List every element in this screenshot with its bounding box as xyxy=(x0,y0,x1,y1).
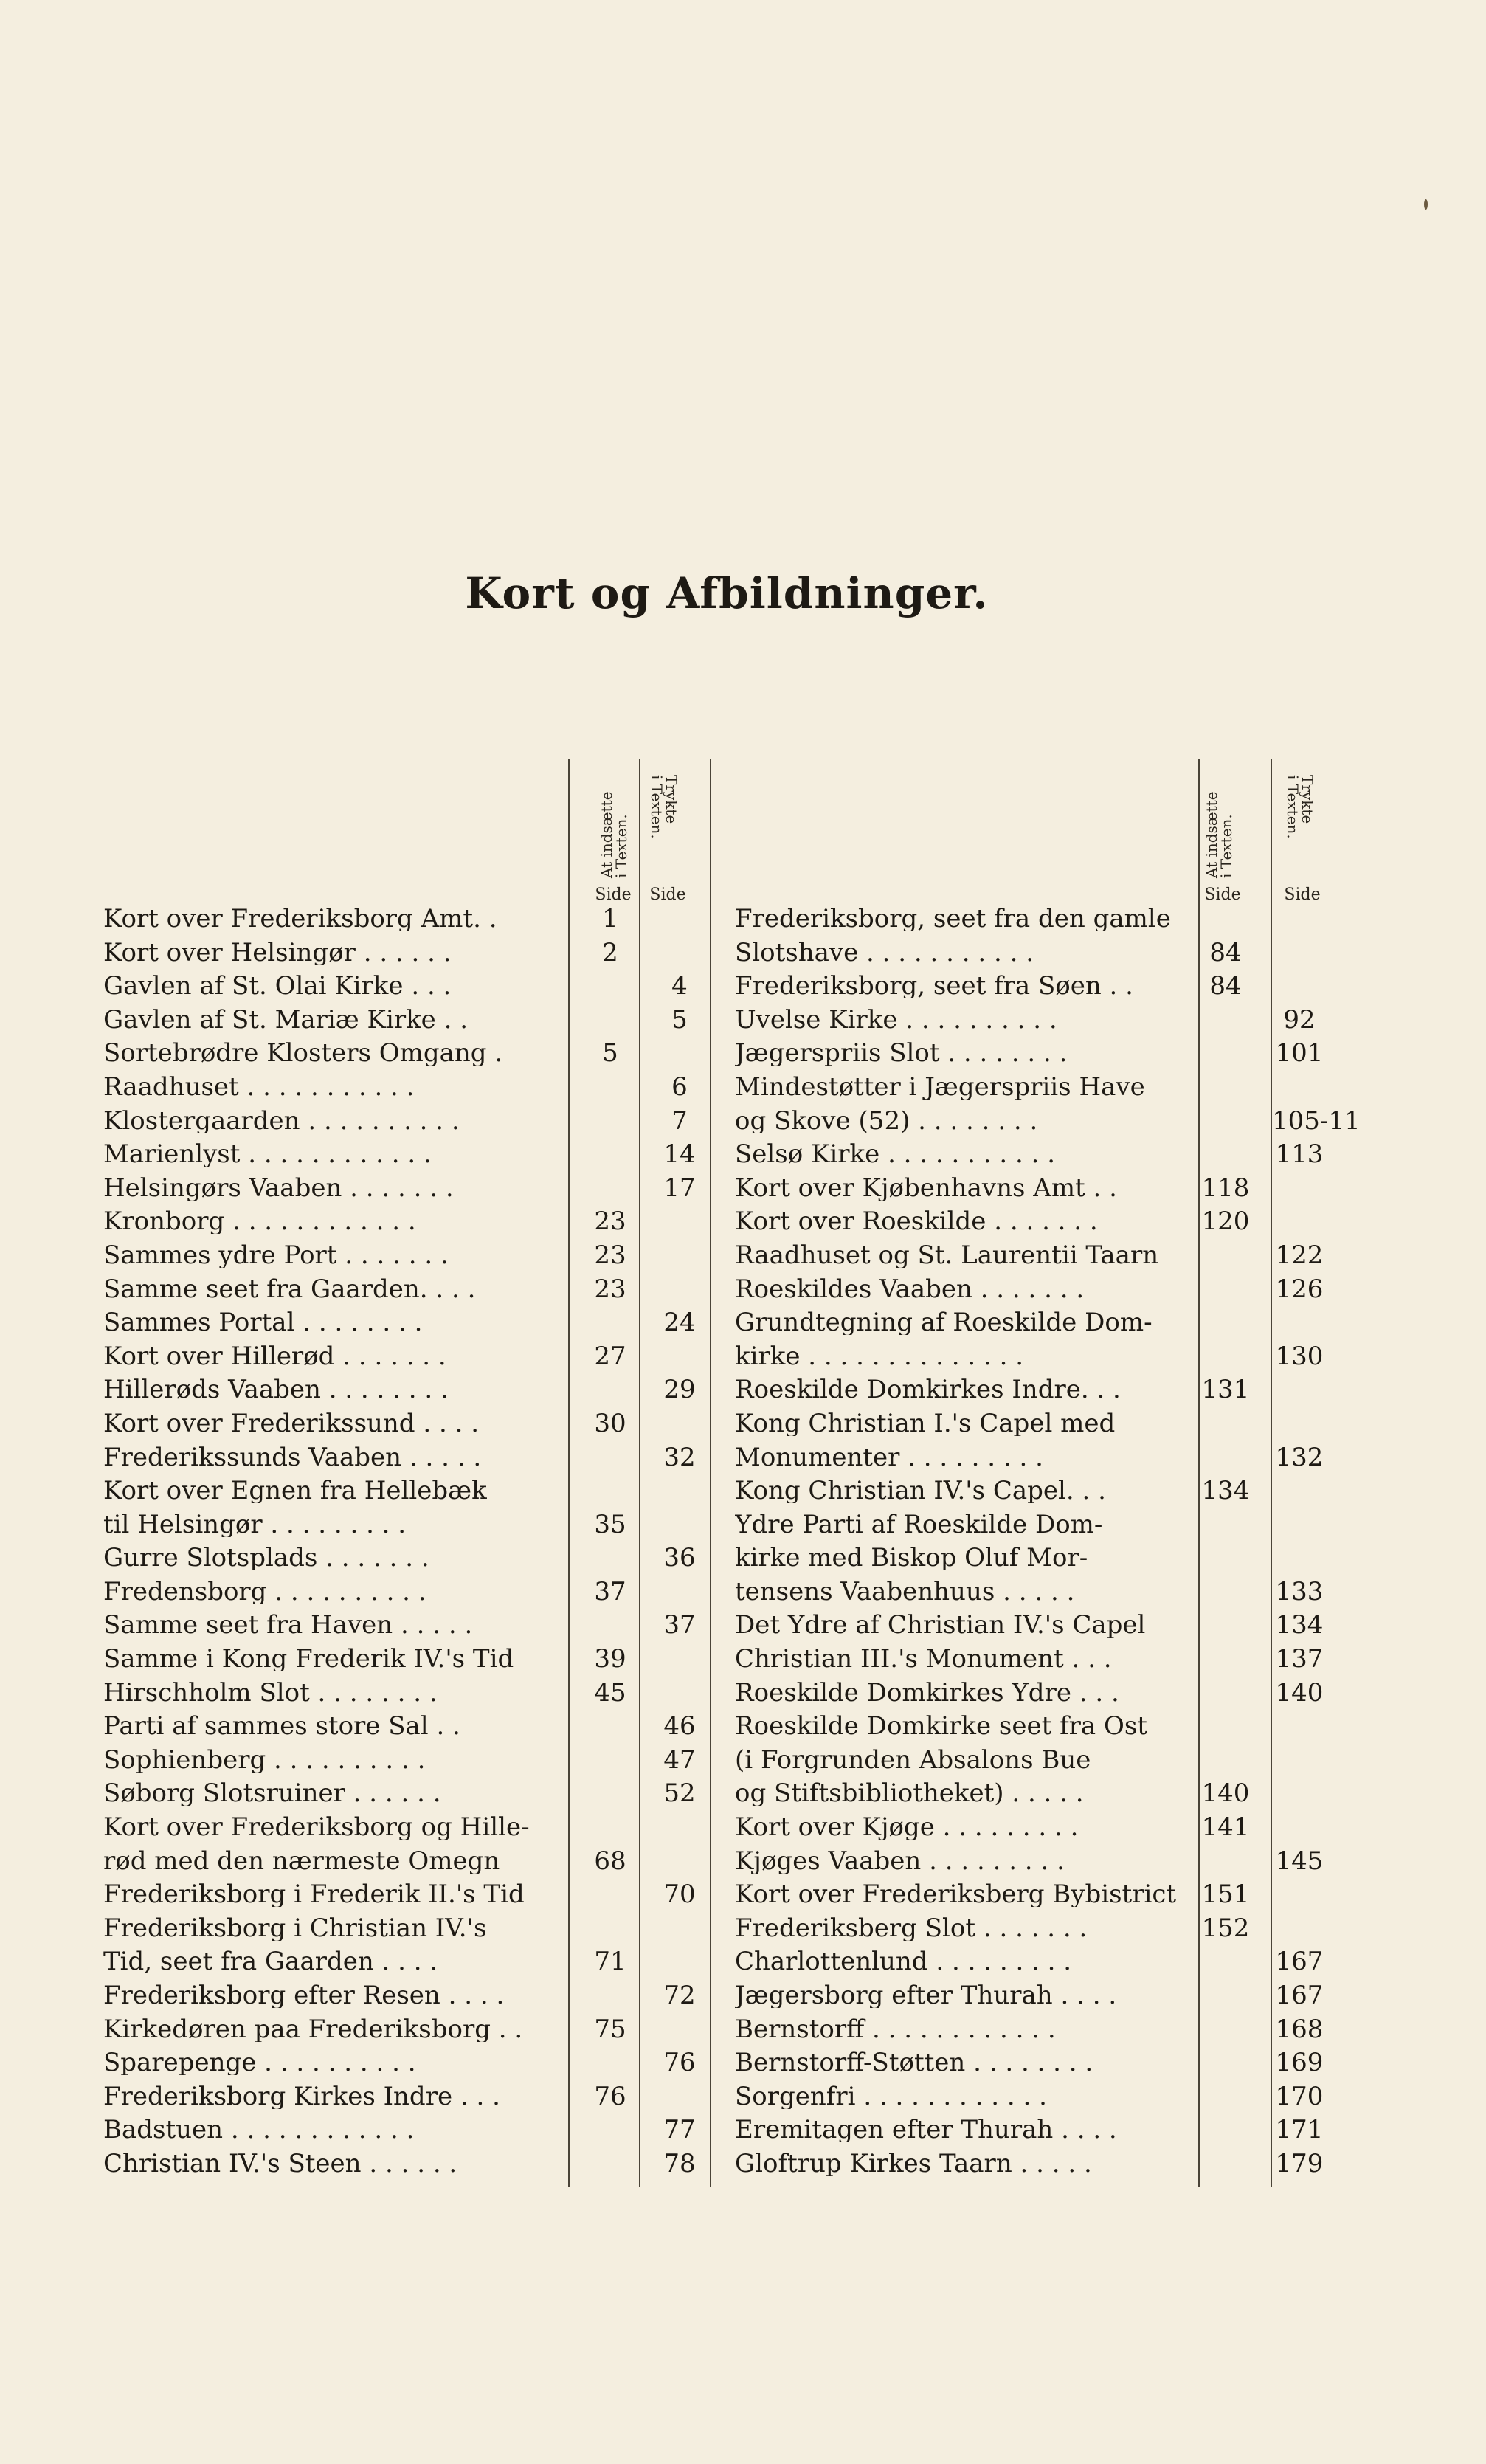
list-item xyxy=(103,1747,710,1781)
page-printed: 134 xyxy=(1275,1610,1324,1640)
entry-title: Gavlen af St. Olai Kirke . . . xyxy=(103,973,452,999)
list-item xyxy=(103,1408,710,1445)
entry-title: Klostergaarden . . . . . . . . . . xyxy=(103,1108,460,1133)
list-item xyxy=(103,1846,710,1882)
list-item xyxy=(735,1882,1377,1916)
page-printed: 133 xyxy=(1275,1576,1324,1607)
list-item xyxy=(103,1341,710,1378)
entry-title: Gurre Slotsplads . . . . . . . xyxy=(103,1545,429,1571)
list-item xyxy=(735,1274,1377,1311)
entry-title: Kort over Frederiksberg Bybistrict xyxy=(735,1882,1177,1908)
page-printed: 130 xyxy=(1275,1341,1324,1371)
entry-title: Kort over Frederiksborg og Hille- xyxy=(103,1815,530,1840)
list-item xyxy=(103,1038,710,1074)
list-item xyxy=(735,973,1377,1007)
list-item xyxy=(735,1512,1377,1546)
right-header-side1: Side xyxy=(1204,886,1241,904)
list-item xyxy=(735,937,1377,974)
list-item xyxy=(103,1545,710,1579)
page-printed: 29 xyxy=(663,1375,696,1405)
page-printed: 170 xyxy=(1275,2081,1324,2111)
page-printed: 122 xyxy=(1275,1240,1324,1270)
page-printed: 47 xyxy=(663,1745,696,1775)
page-printed: 7 xyxy=(671,1105,688,1136)
entry-title: Raadhuset og St. Laurentii Taarn xyxy=(735,1242,1159,1268)
list-item xyxy=(735,906,1377,940)
list-item xyxy=(103,2050,710,2084)
page-printed: 77 xyxy=(663,2115,696,2145)
page-to-insert: 45 xyxy=(594,1677,626,1708)
page-printed: 105-11 xyxy=(1272,1105,1361,1136)
entry-title: Roeskilde Domkirke seet fra Ost xyxy=(735,1714,1147,1739)
list-item xyxy=(103,1274,710,1311)
list-item xyxy=(103,1004,710,1041)
right-header-side2: Side xyxy=(1284,886,1321,904)
page-to-insert: 27 xyxy=(594,1341,626,1371)
entry-title: Jægersborg efter Thurah . . . . xyxy=(735,1983,1117,2008)
page-to-insert: 118 xyxy=(1201,1173,1250,1203)
page-to-insert: 151 xyxy=(1201,1880,1250,1910)
page-to-insert: 2 xyxy=(602,937,618,967)
entry-title: Frederiksborg efter Resen . . . . xyxy=(103,1983,505,2008)
list-item xyxy=(735,1646,1377,1680)
list-item xyxy=(103,2081,710,2118)
entry-title: Kort over Kjøbenhavns Amt . . xyxy=(735,1175,1117,1201)
list-item xyxy=(103,1377,710,1411)
entry-title: Kong Christian I.'s Capel med xyxy=(735,1410,1116,1436)
entry-title: Kort over Hillerød . . . . . . . xyxy=(103,1343,446,1369)
list-item xyxy=(735,1411,1377,1445)
list-item xyxy=(735,1714,1377,1747)
entry-title: Sammes Portal . . . . . . . . xyxy=(103,1310,423,1336)
entry-title: Kronborg . . . . . . . . . . . . xyxy=(103,1209,416,1235)
entry-title: Slotshave . . . . . . . . . . . xyxy=(735,939,1034,965)
list-item xyxy=(735,1545,1377,1579)
list-item xyxy=(103,1677,710,1714)
entry-title: Roeskilde Domkirkes Ydre . . . xyxy=(735,1680,1119,1705)
list-item xyxy=(735,2014,1377,2051)
page-to-insert: 84 xyxy=(1209,971,1242,1001)
page-printed: 92 xyxy=(1283,1004,1316,1035)
page-printed: 72 xyxy=(663,1981,696,2010)
list-item xyxy=(103,1612,710,1646)
page-printed: 6 xyxy=(671,1071,688,1102)
list-item xyxy=(103,1916,710,1950)
page-printed: 168 xyxy=(1275,2014,1324,2044)
list-item xyxy=(103,906,710,940)
page-to-insert: 75 xyxy=(594,2014,626,2044)
entry-title: Samme i Kong Frederik IV.'s Tid xyxy=(103,1646,514,1672)
list-item xyxy=(735,1949,1377,1983)
page-printed: 101 xyxy=(1275,1038,1324,1069)
right-header-col2: Trykte i Texten. xyxy=(1284,775,1316,839)
page-to-insert: 140 xyxy=(1201,1778,1250,1809)
entry-title: tensens Vaabenhuus . . . . . xyxy=(735,1578,1075,1604)
list-item xyxy=(735,1983,1377,2017)
list-item xyxy=(735,2081,1377,2118)
left-header-col2: Trykte i Texten. xyxy=(648,775,680,839)
list-item xyxy=(103,1576,710,1613)
list-item xyxy=(103,1711,710,1747)
page-printed: 70 xyxy=(663,1880,696,1910)
entry-title: Samme seet fra Haven . . . . . xyxy=(103,1612,473,1638)
list-item xyxy=(735,1139,1377,1176)
page-to-insert: 5 xyxy=(602,1038,618,1069)
entry-title: Marienlyst . . . . . . . . . . . . xyxy=(103,1142,432,1167)
rule-left-3 xyxy=(710,759,711,2187)
list-item xyxy=(735,1846,1377,1882)
entry-title: Parti af sammes store Sal . . xyxy=(103,1714,460,1739)
entry-title: Frederiksborg, seet fra Søen . . xyxy=(735,973,1133,999)
page-to-insert: 131 xyxy=(1201,1375,1250,1405)
list-item xyxy=(735,1240,1377,1277)
list-item xyxy=(103,1105,710,1142)
list-item xyxy=(103,1310,710,1344)
page-to-insert: 35 xyxy=(594,1509,626,1539)
list-item xyxy=(735,1778,1377,1815)
page-to-insert: 134 xyxy=(1201,1476,1250,1506)
entry-title: Frederikssunds Vaaben . . . . . xyxy=(103,1444,482,1470)
entry-title: Kirkedøren paa Frederiksborg . . xyxy=(103,2016,523,2042)
entry-title: kirke med Biskop Oluf Mor- xyxy=(735,1545,1088,1571)
entry-title: Frederiksberg Slot . . . . . . . xyxy=(735,1915,1088,1941)
list-item xyxy=(735,1747,1377,1781)
page-printed: 145 xyxy=(1275,1846,1324,1876)
entry-title: Uvelse Kirke . . . . . . . . . . xyxy=(735,1007,1057,1032)
list-item xyxy=(735,1004,1377,1041)
page-printed: 113 xyxy=(1275,1139,1324,1170)
entry-title: Sophienberg . . . . . . . . . . xyxy=(103,1747,426,1773)
entry-title: Raadhuset . . . . . . . . . . . xyxy=(103,1074,415,1100)
entry-title: Roeskildes Vaaben . . . . . . . xyxy=(735,1276,1085,1302)
left-list xyxy=(103,906,710,2185)
entry-title: Mindestøtter i Jægerspriis Have xyxy=(735,1074,1145,1100)
list-item xyxy=(103,1983,710,2017)
page-printed: 132 xyxy=(1275,1442,1324,1472)
list-item xyxy=(735,2050,1377,2084)
right-header-col1: At indsætte i Texten. xyxy=(1203,791,1235,878)
entry-title: Frederiksborg i Christian IV.'s xyxy=(103,1915,487,1941)
entry-title: Hirschholm Slot . . . . . . . . xyxy=(103,1680,438,1705)
entry-title: Sammes ydre Port . . . . . . . xyxy=(103,1242,449,1268)
list-item xyxy=(735,1341,1377,1378)
left-header-side2: Side xyxy=(649,886,686,904)
entry-title: Bernstorff . . . . . . . . . . . . xyxy=(735,2016,1056,2042)
entry-title: Selsø Kirke . . . . . . . . . . . xyxy=(735,1142,1056,1167)
entry-title: Gloftrup Kirkes Taarn . . . . . xyxy=(735,2150,1092,2176)
list-item xyxy=(103,1173,710,1209)
page-printed: 14 xyxy=(663,1139,696,1170)
page-printed: 24 xyxy=(663,1308,696,1338)
entry-title: Jægerspriis Slot . . . . . . . . xyxy=(735,1041,1068,1066)
entry-title: Tid, seet fra Gaarden . . . . xyxy=(103,1949,438,1975)
entry-title: Gavlen af St. Mariæ Kirke . . xyxy=(103,1007,469,1032)
page-to-insert: 76 xyxy=(594,2081,626,2111)
entry-title: Frederiksborg, seet fra den gamle xyxy=(735,906,1171,931)
page-to-insert: 152 xyxy=(1201,1913,1250,1943)
page-to-insert: 39 xyxy=(594,1644,626,1674)
entry-title: Eremitagen efter Thurah . . . . xyxy=(735,2117,1117,2143)
right-list xyxy=(735,906,1377,2185)
list-item xyxy=(735,1913,1377,1950)
page-to-insert: 37 xyxy=(594,1576,626,1607)
list-item xyxy=(103,2148,710,2185)
list-item xyxy=(103,1882,710,1916)
page-to-insert: 23 xyxy=(594,1207,626,1237)
page-to-insert: 141 xyxy=(1201,1812,1250,1843)
page-printed: 52 xyxy=(663,1778,696,1809)
entry-title: kirke . . . . . . . . . . . . . . xyxy=(735,1343,1024,1369)
list-item xyxy=(103,1509,710,1546)
list-item xyxy=(735,1812,1377,1849)
list-item xyxy=(103,1949,710,1983)
list-item xyxy=(735,1612,1377,1646)
list-item xyxy=(735,1173,1377,1209)
page-printed: 167 xyxy=(1275,1947,1324,1977)
page-printed: 5 xyxy=(671,1004,688,1035)
list-item xyxy=(103,1478,710,1512)
entry-title: Kort over Roeskilde . . . . . . . xyxy=(735,1209,1098,1235)
entry-title: Kort over Frederikssund . . . . xyxy=(103,1410,480,1436)
page-to-insert: 84 xyxy=(1209,937,1242,967)
page-to-insert: 68 xyxy=(594,1846,626,1876)
page-printed: 78 xyxy=(663,2148,696,2178)
list-item xyxy=(103,1778,710,1815)
page-printed: 32 xyxy=(663,1442,696,1472)
entry-title: Kjøges Vaaben . . . . . . . . . xyxy=(735,1848,1065,1874)
list-item xyxy=(103,1139,710,1176)
entry-title: Sortebrødre Klosters Omgang . xyxy=(103,1041,503,1066)
list-item xyxy=(735,1310,1377,1344)
page-printed: 4 xyxy=(671,971,688,1001)
entry-title: Sparepenge . . . . . . . . . . xyxy=(103,2050,416,2076)
entry-title: Kort over Kjøge . . . . . . . . . xyxy=(735,1815,1079,1840)
page-to-insert: 23 xyxy=(594,1274,626,1304)
page-printed: 76 xyxy=(663,2048,696,2078)
entry-title: Frederiksborg i Frederik II.'s Tid xyxy=(103,1882,525,1908)
list-item xyxy=(103,1209,710,1243)
left-header-side1: Side xyxy=(595,886,632,904)
list-item xyxy=(103,1071,710,1108)
entry-title: rød med den nærmeste Omegn xyxy=(103,1848,500,1874)
page-to-insert: 71 xyxy=(594,1947,626,1977)
page-to-insert: 30 xyxy=(594,1408,626,1438)
list-item xyxy=(735,1478,1377,1512)
page-title: Kort og Afbildninger. xyxy=(465,568,989,618)
entry-title: Bernstorff-Støtten . . . . . . . . xyxy=(735,2050,1093,2076)
page-printed: 169 xyxy=(1275,2048,1324,2078)
entry-title: Kort over Helsingør . . . . . . xyxy=(103,939,452,965)
list-item xyxy=(103,1442,710,1479)
list-item xyxy=(103,2117,710,2151)
list-item xyxy=(735,2148,1377,2185)
entry-title: Søborg Slotsruiner . . . . . . xyxy=(103,1781,441,1806)
page-to-insert: 23 xyxy=(594,1240,626,1270)
entry-title: Fredensborg . . . . . . . . . . xyxy=(103,1578,426,1604)
entry-title: Roeskilde Domkirkes Indre. . . xyxy=(735,1377,1121,1403)
list-item xyxy=(735,1074,1377,1108)
entry-title: Kort over Egnen fra Hellebæk xyxy=(103,1478,487,1504)
page-to-insert: 1 xyxy=(602,904,618,934)
page-printed: 126 xyxy=(1275,1274,1324,1304)
page-printed: 140 xyxy=(1275,1677,1324,1708)
entry-title: Ydre Parti af Roeskilde Dom- xyxy=(735,1511,1103,1537)
list-item xyxy=(103,937,710,974)
list-item xyxy=(103,1646,710,1680)
entry-title: Hillerøds Vaaben . . . . . . . . xyxy=(103,1377,449,1403)
page-printed: 137 xyxy=(1275,1644,1324,1674)
paper-speck xyxy=(1424,199,1428,210)
entry-title: Frederiksborg Kirkes Indre . . . xyxy=(103,2083,500,2109)
page-printed: 36 xyxy=(663,1543,696,1573)
list-item xyxy=(103,2014,710,2051)
entry-title: Kong Christian IV.'s Capel. . . xyxy=(735,1478,1106,1504)
entry-title: Helsingørs Vaaben . . . . . . . xyxy=(103,1175,454,1201)
entry-title: Monumenter . . . . . . . . . xyxy=(735,1444,1043,1470)
entry-title: Christian III.'s Monument . . . xyxy=(735,1646,1112,1672)
page-printed: 171 xyxy=(1275,2115,1324,2145)
page-printed: 167 xyxy=(1275,1981,1324,2010)
list-item xyxy=(735,1038,1377,1074)
entry-title: Samme seet fra Gaarden. . . . xyxy=(103,1276,476,1302)
list-item xyxy=(735,1377,1377,1411)
entry-title: Sorgenfri . . . . . . . . . . . . xyxy=(735,2083,1047,2109)
page-printed: 179 xyxy=(1275,2148,1324,2178)
entry-title: Det Ydre af Christian IV.'s Capel xyxy=(735,1612,1146,1638)
entry-title: til Helsingør . . . . . . . . . xyxy=(103,1511,407,1537)
entry-title: Grundtegning af Roeskilde Dom- xyxy=(735,1310,1152,1336)
list-item xyxy=(103,1240,710,1277)
page-to-insert: 120 xyxy=(1201,1207,1250,1237)
list-item xyxy=(735,1105,1377,1142)
list-item xyxy=(735,2117,1377,2151)
list-item xyxy=(103,973,710,1007)
page-printed: 46 xyxy=(663,1711,696,1742)
page-printed: 17 xyxy=(663,1173,696,1203)
list-item xyxy=(735,1576,1377,1613)
entry-title: Kort over Frederiksborg Amt. . xyxy=(103,906,497,931)
entry-title: Charlottenlund . . . . . . . . . xyxy=(735,1949,1072,1975)
entry-title: Badstuen . . . . . . . . . . . . xyxy=(103,2117,415,2143)
list-item xyxy=(735,1677,1377,1714)
entry-title: og Stiftsbibliotheket) . . . . . xyxy=(735,1781,1084,1806)
list-item xyxy=(735,1442,1377,1479)
page-printed: 37 xyxy=(663,1610,696,1640)
list-item xyxy=(103,1815,710,1849)
left-header-col1: At indsætte i Texten. xyxy=(598,791,630,878)
entry-title: Christian IV.'s Steen . . . . . . xyxy=(103,2150,457,2176)
entry-title: (i Forgrunden Absalons Bue xyxy=(735,1747,1091,1773)
entry-title: og Skove (52) . . . . . . . . xyxy=(735,1108,1038,1133)
list-item xyxy=(735,1209,1377,1243)
